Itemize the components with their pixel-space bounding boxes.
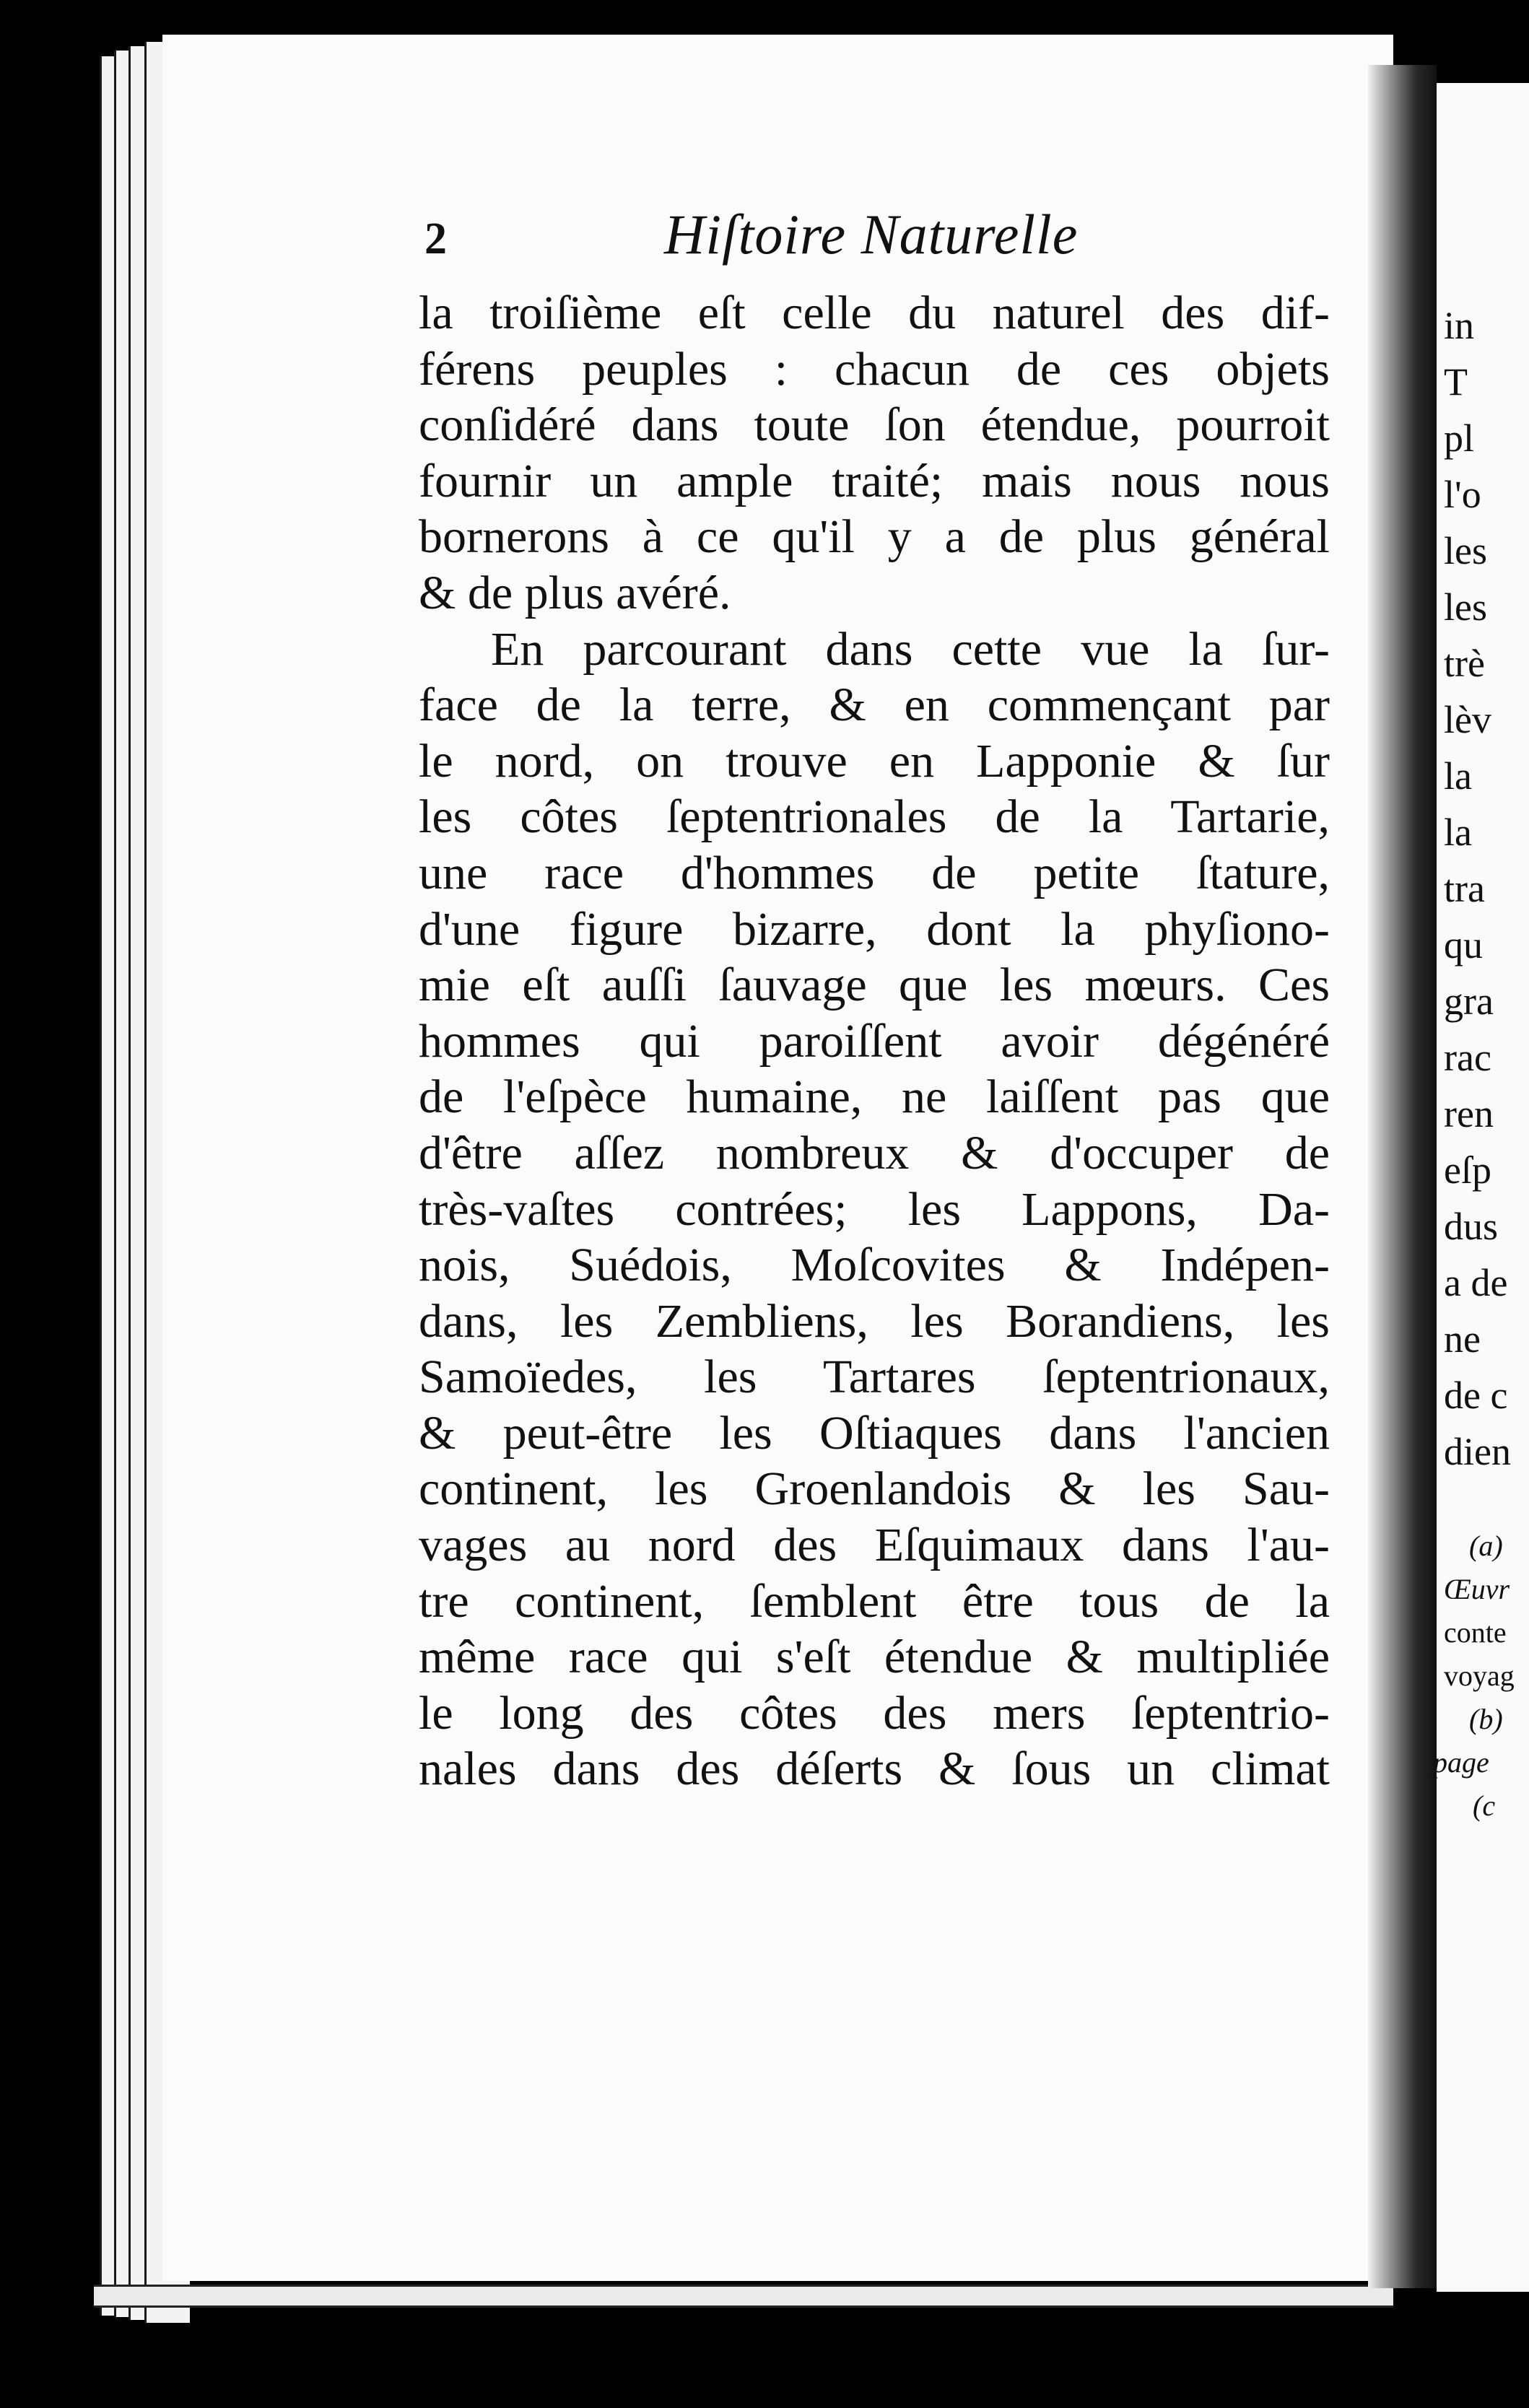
book-gutter [1368,65,1437,2288]
text-line: d'être aſſez nombreux & d'occuper de [419,1126,1330,1179]
facing-line: dien [1444,1430,1511,1473]
text-line: de l'eſpèce humaine, ne laiſſent pas que [419,1070,1330,1124]
text-line: Samoïedes, les Tartares ſeptentrionaux, [419,1351,1330,1404]
facing-line: les [1444,585,1487,629]
text-line: face de la terre, & en commençant par [419,679,1330,732]
body-text [419,285,1330,1797]
text-line: En parcourant dans cette vue la ſur- [491,622,1330,676]
text-line: mie eſt auſſi ſauvage que les mœurs. Ces [419,959,1330,1012]
facing-line: a de [1444,1261,1508,1304]
running-head-title: Hiſtoire Naturelle [664,203,1079,266]
facing-footnote: (b) [1469,1703,1503,1735]
text-line: conſidéré dans toute ſon étendue, pourroit [419,398,1330,452]
text-line: le long des côtes des mers ſeptentrio- [419,1686,1330,1740]
facing-line: trè [1444,642,1485,685]
text-line: dans, les Zembliens, les Borandiens, les [419,1294,1330,1348]
facing-line: in [1444,304,1475,347]
facing-line: lèv [1444,698,1491,741]
text-line: la troiſième eſt celle du naturel des dif- [419,287,1330,339]
facing-line: T [1444,360,1468,403]
facing-line: gra [1444,980,1494,1023]
facing-line: la [1444,811,1472,854]
text-line: le nord, on trouve en Lapponie & ſur [419,734,1330,788]
facing-line: ne [1444,1317,1481,1361]
text-line: même race qui s'eſt étendue & multipliée [419,1631,1330,1684]
text-line: une race d'hommes de petite ſtature, [419,846,1330,899]
text-line: bornerons à ce qu'il y a de plus général [419,510,1330,564]
page-bottom-edge [94,2285,1393,2308]
facing-line: qu [1444,923,1483,967]
text-line: continent, les Groenlandois & les Sau- [419,1462,1330,1516]
text-line: d'une figure bizarre, dont la phyſiono- [419,902,1330,956]
facing-line: les [1444,529,1487,572]
text-line: & peut-être les Oſtiaques dans l'ancien [419,1406,1330,1460]
facing-line: tra [1444,867,1485,910]
facing-footnote: (a) [1469,1530,1503,1562]
facing-footnote: page [1433,1746,1489,1779]
text-line: les côtes ſeptentrionales de la Tartarie, [419,790,1330,844]
text-line: férens peuples : chacun de ces objets [419,342,1330,396]
text-line: très-vaſtes contrées; les Lappons, Da- [419,1182,1330,1236]
facing-line: rac [1444,1036,1491,1079]
text-line: & de plus avéré. [419,566,731,619]
text-line: nois, Suédois, Moſcovites & Indépen- [419,1239,1330,1292]
facing-footnote: voyag [1444,1659,1515,1692]
facing-line: l'o [1444,473,1481,516]
page-number: 2 [424,214,447,263]
facing-footnote: Œuvr [1444,1573,1510,1605]
facing-line: eſp [1444,1148,1491,1192]
facing-line: dus [1444,1205,1499,1248]
facing-footnote: conte [1444,1616,1507,1649]
text-line: nales dans des déſerts & ſous un climat [419,1742,1330,1796]
text-line: tre continent, ſemblent être tous de la [419,1574,1330,1628]
text-line: hommes qui paroiſſent avoir dégénéré [419,1014,1330,1068]
text-line: fournir un ample traité; mais nous nous [419,454,1330,507]
facing-line: ren [1444,1092,1494,1135]
facing-line: la [1444,754,1472,798]
facing-line: de c [1444,1374,1508,1417]
facing-footnote: (c [1473,1789,1496,1822]
facing-line: pl [1444,416,1475,460]
text-line: vages au nord des Eſquimaux dans l'au- [419,1519,1330,1572]
